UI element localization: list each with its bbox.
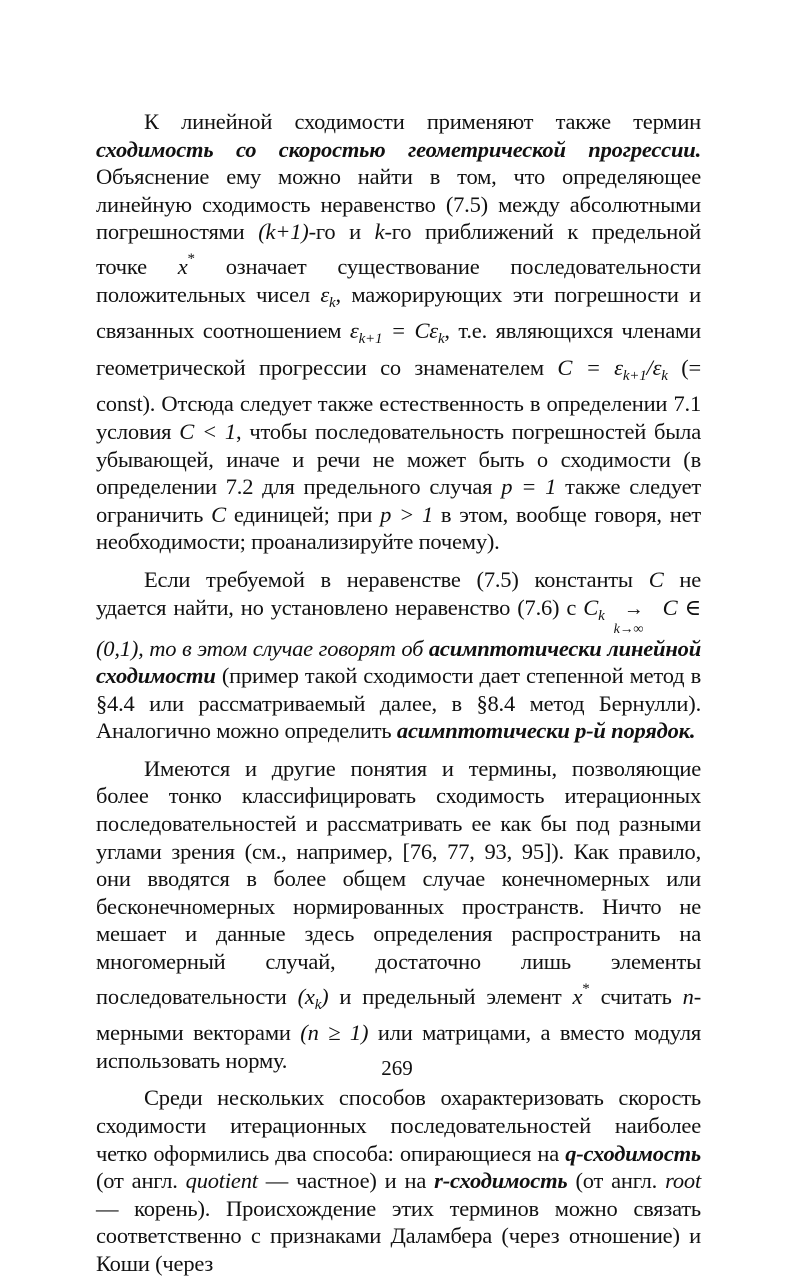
math-sub: k bbox=[437, 331, 445, 348]
math: C bbox=[583, 594, 599, 620]
math-sup: * bbox=[582, 980, 590, 997]
math: /ε bbox=[646, 354, 662, 380]
math: ε bbox=[349, 318, 359, 344]
math: C bbox=[648, 566, 664, 592]
math: p > 1 bbox=[380, 501, 433, 527]
text: Имеются и другие понятия и термины, позволяющие более тонко классифицировать сходимость итерационных последовательностей и рассматривать ее как бы под разными углами зрения (см., например, [76, 77, 93, 95]). Как правило, они вводятся в более общем случае конечномерных или бесконечномерных нормированных пространств. Ничто не мешает и данные здесь определения распространить на многомерный случай, достаточно лишь элементы последовательности bbox=[96, 755, 701, 1009]
text: (пример такой сходимости дает степенной метод в §4.4 или рассматриваемый далее, в §8.4 метод Бернулли). Аналогично можно определить bbox=[96, 663, 701, 744]
paragraph-3 bbox=[96, 755, 701, 1075]
math-sub: k bbox=[314, 996, 322, 1013]
math: x bbox=[572, 983, 583, 1009]
page-number: 269 bbox=[381, 1056, 413, 1080]
text: Объяснение ему можно найти в том, что определяющее линейную сходимость неравенство (7.5) между абсолютными погрешностями bbox=[96, 164, 701, 245]
text: (от англ. bbox=[567, 1168, 666, 1194]
text: , мажорирующих эти погрешности и связанных соотношением bbox=[96, 281, 701, 344]
text: -го и bbox=[308, 219, 375, 245]
text: считать bbox=[589, 983, 683, 1009]
text: означает существование последовательности положительных чисел bbox=[96, 253, 701, 307]
text: -го приближений к предельной точке bbox=[96, 219, 701, 279]
math: (k+1) bbox=[258, 219, 309, 245]
text: -мерными векторами bbox=[96, 983, 702, 1046]
word-quotient: quotient bbox=[185, 1168, 258, 1194]
math: k bbox=[374, 219, 385, 245]
text: , чтобы последовательность погрешностей была убывающей, иначе и речи не может быть о сходимости (в определении 7.2 для предельного случая bbox=[96, 418, 701, 500]
term-r-convergence: r-сходимость bbox=[434, 1168, 568, 1194]
text: Среди нескольких способов охарактеризовать скорость сходимости итерационных последовательностей наиболее четко оформились два способа: опирающиеся на bbox=[96, 1085, 701, 1166]
text: — корень). Происхождение этих терминов можно связать соответственно с признаками Даламбера (через отношение) и Коши (через bbox=[96, 1195, 701, 1276]
text: не удается найти, но установлено неравенство (7.6) с bbox=[96, 566, 701, 620]
math: (n ≥ 1) bbox=[300, 1020, 369, 1046]
math: C = ε bbox=[557, 354, 623, 380]
math: C bbox=[211, 501, 226, 527]
text: — частное) и на bbox=[257, 1168, 435, 1194]
paragraph-2 bbox=[96, 566, 701, 745]
term-q-convergence: q-сходимость bbox=[565, 1140, 701, 1166]
math: C ∈ (0,1), то в этом случае говорят об bbox=[96, 594, 701, 661]
math-sub: k bbox=[661, 367, 668, 384]
word-root: root bbox=[665, 1168, 701, 1194]
paragraph-1 bbox=[96, 108, 701, 556]
text: (= const). Отсюда следует также естественность в определении 7.1 условия bbox=[96, 354, 701, 444]
text: Если требуемой в неравенстве (7.5) константы bbox=[144, 566, 649, 592]
math-sub: k+1 bbox=[358, 331, 383, 348]
limit-arrow bbox=[612, 597, 656, 637]
text: или матрицами, а вместо модуля использовать норму. bbox=[96, 1020, 702, 1073]
text: , т.е. являющихся членами геометрической прогрессии со знаменателем bbox=[96, 318, 701, 380]
text: и предельный элемент bbox=[328, 983, 573, 1009]
text: (от англ. bbox=[96, 1168, 186, 1194]
math: x bbox=[177, 253, 188, 279]
math-sub: k+1 bbox=[622, 367, 647, 384]
arrow: → bbox=[623, 597, 644, 620]
text: К линейной сходимости применяют также термин bbox=[144, 109, 701, 134]
term-asymptotic-p-order: асимптотически p-й порядок. bbox=[396, 718, 696, 744]
text: в этом, вообще говоря, нет необходимости; проанализируйте почему). bbox=[96, 501, 701, 555]
term-asymptotic-linear: асимптотически линейной сходимости bbox=[96, 635, 702, 689]
limit-subscript: k→∞ bbox=[613, 621, 644, 637]
math-sub: k bbox=[329, 294, 336, 311]
math: ε bbox=[320, 281, 330, 307]
math: = Cε bbox=[382, 318, 438, 344]
text: единицей; при bbox=[225, 501, 381, 527]
math: C < 1 bbox=[179, 418, 236, 444]
math-sub: k bbox=[598, 607, 605, 624]
term-geometric-rate: сходимость со скоростью геометрической прогрессии. bbox=[96, 136, 701, 162]
paragraph-4 bbox=[96, 1084, 701, 1277]
math: (x bbox=[297, 983, 315, 1009]
math-sup: * bbox=[187, 250, 195, 267]
math: n bbox=[682, 983, 694, 1009]
math: ) bbox=[321, 983, 329, 1009]
text: также следует ограничить bbox=[96, 474, 701, 527]
math: p = 1 bbox=[501, 474, 557, 500]
